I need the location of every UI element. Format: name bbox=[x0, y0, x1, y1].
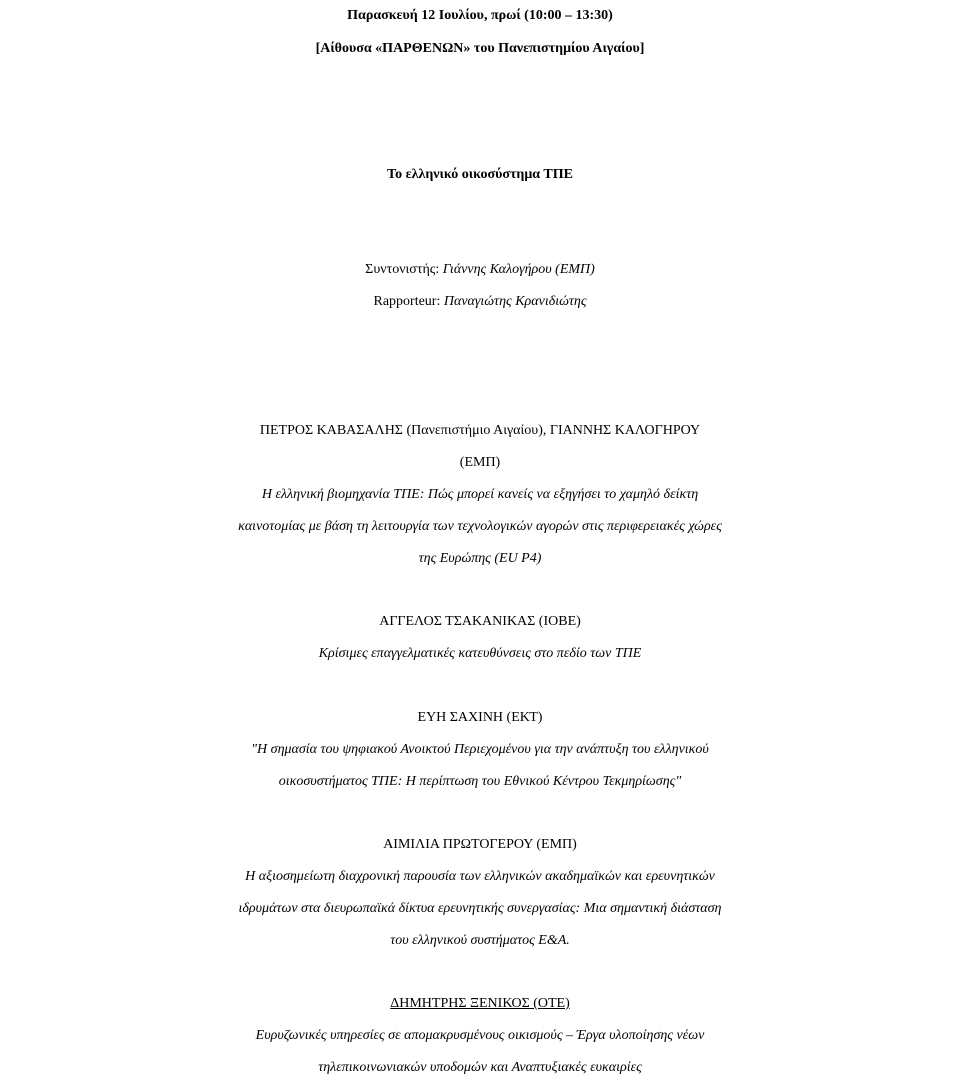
moderator-label: Συντονιστής: bbox=[365, 262, 440, 277]
session-venue: [Αίθουσα «ΠΑΡΘΕΝΩΝ» του Πανεπιστημίου Αιγαίου] bbox=[315, 41, 645, 56]
talk-5-title: τηλεπικοινωνιακών υποδομών και Αναπτυξιακές ευκαιρίες bbox=[318, 1060, 642, 1075]
rapporteur-line bbox=[0, 288, 960, 315]
talk-4-speakers: ΑΙΜΙΛΙΑ ΠΡΩΤΟΓΕΡΟΥ (ΕΜΠ) bbox=[383, 837, 577, 852]
session-date-time: Παρασκευή 12 Ιουλίου, πρωί (10:00 – 13:30) bbox=[347, 8, 613, 23]
talk-1-speakers: (ΕΜΠ) bbox=[459, 455, 501, 470]
talk-2-speakers: ΑΓΓΕΛΟΣ ΤΣΑΚΑΝΙΚΑΣ (ΙΟΒΕ) bbox=[379, 614, 581, 629]
talk-3-speakers: ΕΥΗ ΣΑΧΙΝΗ (ΕΚΤ) bbox=[417, 710, 543, 725]
talk-5-speaker-name: ΔΗΜΗΤΡΗΣ ΞΕΝΙΚΟΣ (ΟΤΕ) bbox=[390, 996, 570, 1011]
moderator-name: Γιάννης Καλογήρου (ΕΜΠ) bbox=[442, 262, 595, 277]
talk-1-title: της Ευρώπης (EU P4) bbox=[418, 551, 542, 566]
moderator-line bbox=[0, 256, 960, 283]
rapporteur-name: Παναγιώτης Κρανιδιώτης bbox=[443, 294, 587, 309]
talk-3-title: οικοσυστήματος ΤΠΕ: Η περίπτωση του Εθνικού Κέντρου Τεκμηρίωσης" bbox=[278, 774, 682, 789]
talk-2-title: Κρίσιμες επαγγελματικές κατευθύνσεις στο πεδίο των ΤΠΕ bbox=[318, 646, 642, 661]
talk-4-title: ιδρυμάτων στα διευρωπαϊκά δίκτυα ερευνητικής συνεργασίας: Μια σημαντική διάσταση bbox=[238, 901, 722, 916]
talk-4-title: Η αξιοσημείωτη διαχρονική παρουσία των ελληνικών ακαδημαϊκών και ερευνητικών bbox=[245, 869, 715, 884]
talk-5-title: Ευρυζωνικές υπηρεσίες σε απομακρυσμένους οικισμούς – Έργα υλοποίησης νέων bbox=[255, 1028, 705, 1043]
talk-4-title: του ελληνικού συστήματος Ε&Α. bbox=[390, 933, 570, 948]
session-title: Το ελληνικό οικοσύστημα ΤΠΕ bbox=[387, 167, 573, 182]
rapporteur-label: Rapporteur: bbox=[373, 294, 441, 309]
talk-3-title: "Η σημασία του ψηφιακού Ανοικτού Περιεχομένου για την ανάπτυξη του ελληνικού bbox=[251, 742, 709, 757]
talk-5-speakers bbox=[0, 990, 960, 1017]
talk-1-title: Η ελληνική βιομηχανία ΤΠΕ: Πώς μπορεί κανείς να εξηγήσει το χαμηλό δείκτη bbox=[261, 487, 699, 502]
talk-1-speakers: ΠΕΤΡΟΣ ΚΑΒΑΣΑΛΗΣ (Πανεπιστήμιο Αιγαίου), ΓΙΑΝΝΗΣ ΚΑΛΟΓΗΡΟΥ bbox=[259, 423, 701, 438]
talk-1-title: καινοτομίας με βάση τη λειτουργία των τεχνολογικών αγορών στις περιφερειακές χώρες bbox=[238, 519, 722, 534]
